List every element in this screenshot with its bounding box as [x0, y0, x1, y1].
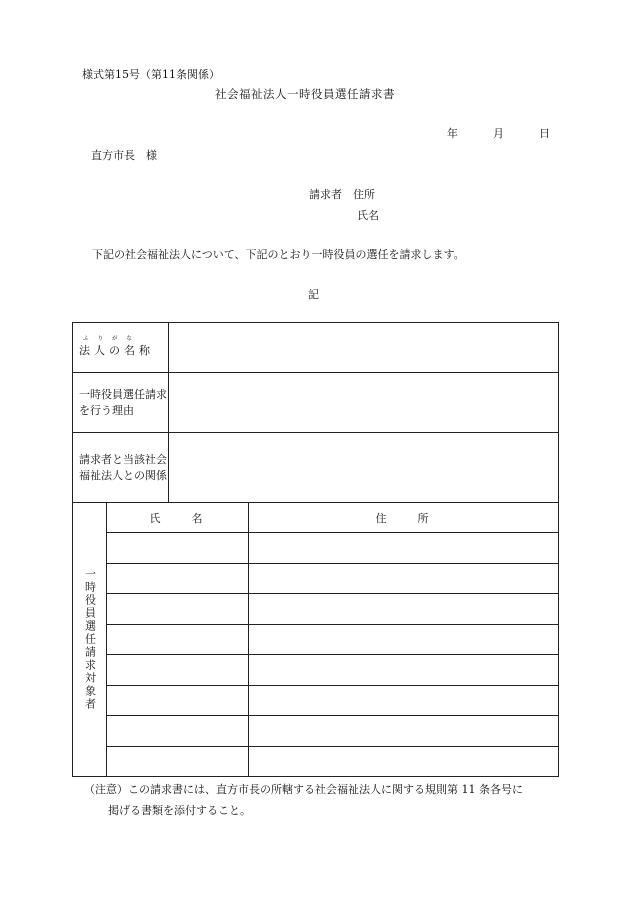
target-address-field[interactable]: [249, 533, 559, 564]
target-address-field[interactable]: [249, 746, 559, 777]
target-persons-label: 一時役員選任請求対象者: [83, 568, 97, 711]
date-day-label: 日: [539, 127, 550, 140]
corp-name-label-cell: [73, 323, 169, 373]
relation-field[interactable]: [169, 433, 559, 503]
target-name-field[interactable]: [107, 716, 249, 747]
corp-name-furigana: ふりがな: [83, 336, 142, 342]
form-number: 様式第15号（第11条関係）: [82, 68, 220, 81]
corp-name-field[interactable]: [169, 323, 559, 373]
target-name-field[interactable]: [107, 655, 249, 686]
date-month-label: 月: [493, 127, 504, 140]
name-column-header: 氏 名: [107, 503, 249, 533]
target-persons-label-cell: [73, 503, 107, 777]
ki-heading: 記: [308, 288, 319, 301]
request-statement: 下記の社会福祉法人について、下記のとおり一時役員の選任を請求します。: [92, 248, 465, 261]
reason-label: 一時役員選任請求を行う理由: [73, 373, 169, 433]
target-name-field[interactable]: [107, 746, 249, 777]
target-name-field[interactable]: [107, 685, 249, 716]
target-name-field[interactable]: [107, 594, 249, 625]
request-form-table: [72, 322, 559, 777]
requester-name-label: 氏名: [357, 209, 379, 222]
document-title: 社会福祉法人一時役員選任請求書: [215, 87, 395, 101]
target-name-field[interactable]: [107, 563, 249, 594]
requester-address-label: 請求者 住所: [309, 188, 375, 201]
target-address-field[interactable]: [249, 685, 559, 716]
target-name-field[interactable]: [107, 624, 249, 655]
note-line-2: 掲げる書類を添付すること。: [108, 804, 251, 817]
relation-label: 請求者と当該社会福祉法人との関係: [73, 433, 169, 503]
reason-field[interactable]: [169, 373, 559, 433]
target-address-field[interactable]: [249, 594, 559, 625]
date-year-label: 年: [447, 127, 458, 140]
target-name-field[interactable]: [107, 533, 249, 564]
addressee: 直方市長 様: [91, 149, 157, 162]
target-address-field[interactable]: [249, 624, 559, 655]
target-address-field[interactable]: [249, 563, 559, 594]
target-address-field[interactable]: [249, 655, 559, 686]
corp-name-label: 法人の名称: [79, 344, 154, 357]
note-line-1: （注意）この請求書には、直方市長の所轄する社会福祉法人に関する規則第 11 条各号に: [84, 783, 523, 796]
target-address-field[interactable]: [249, 716, 559, 747]
address-column-header: 住 所: [249, 503, 559, 533]
